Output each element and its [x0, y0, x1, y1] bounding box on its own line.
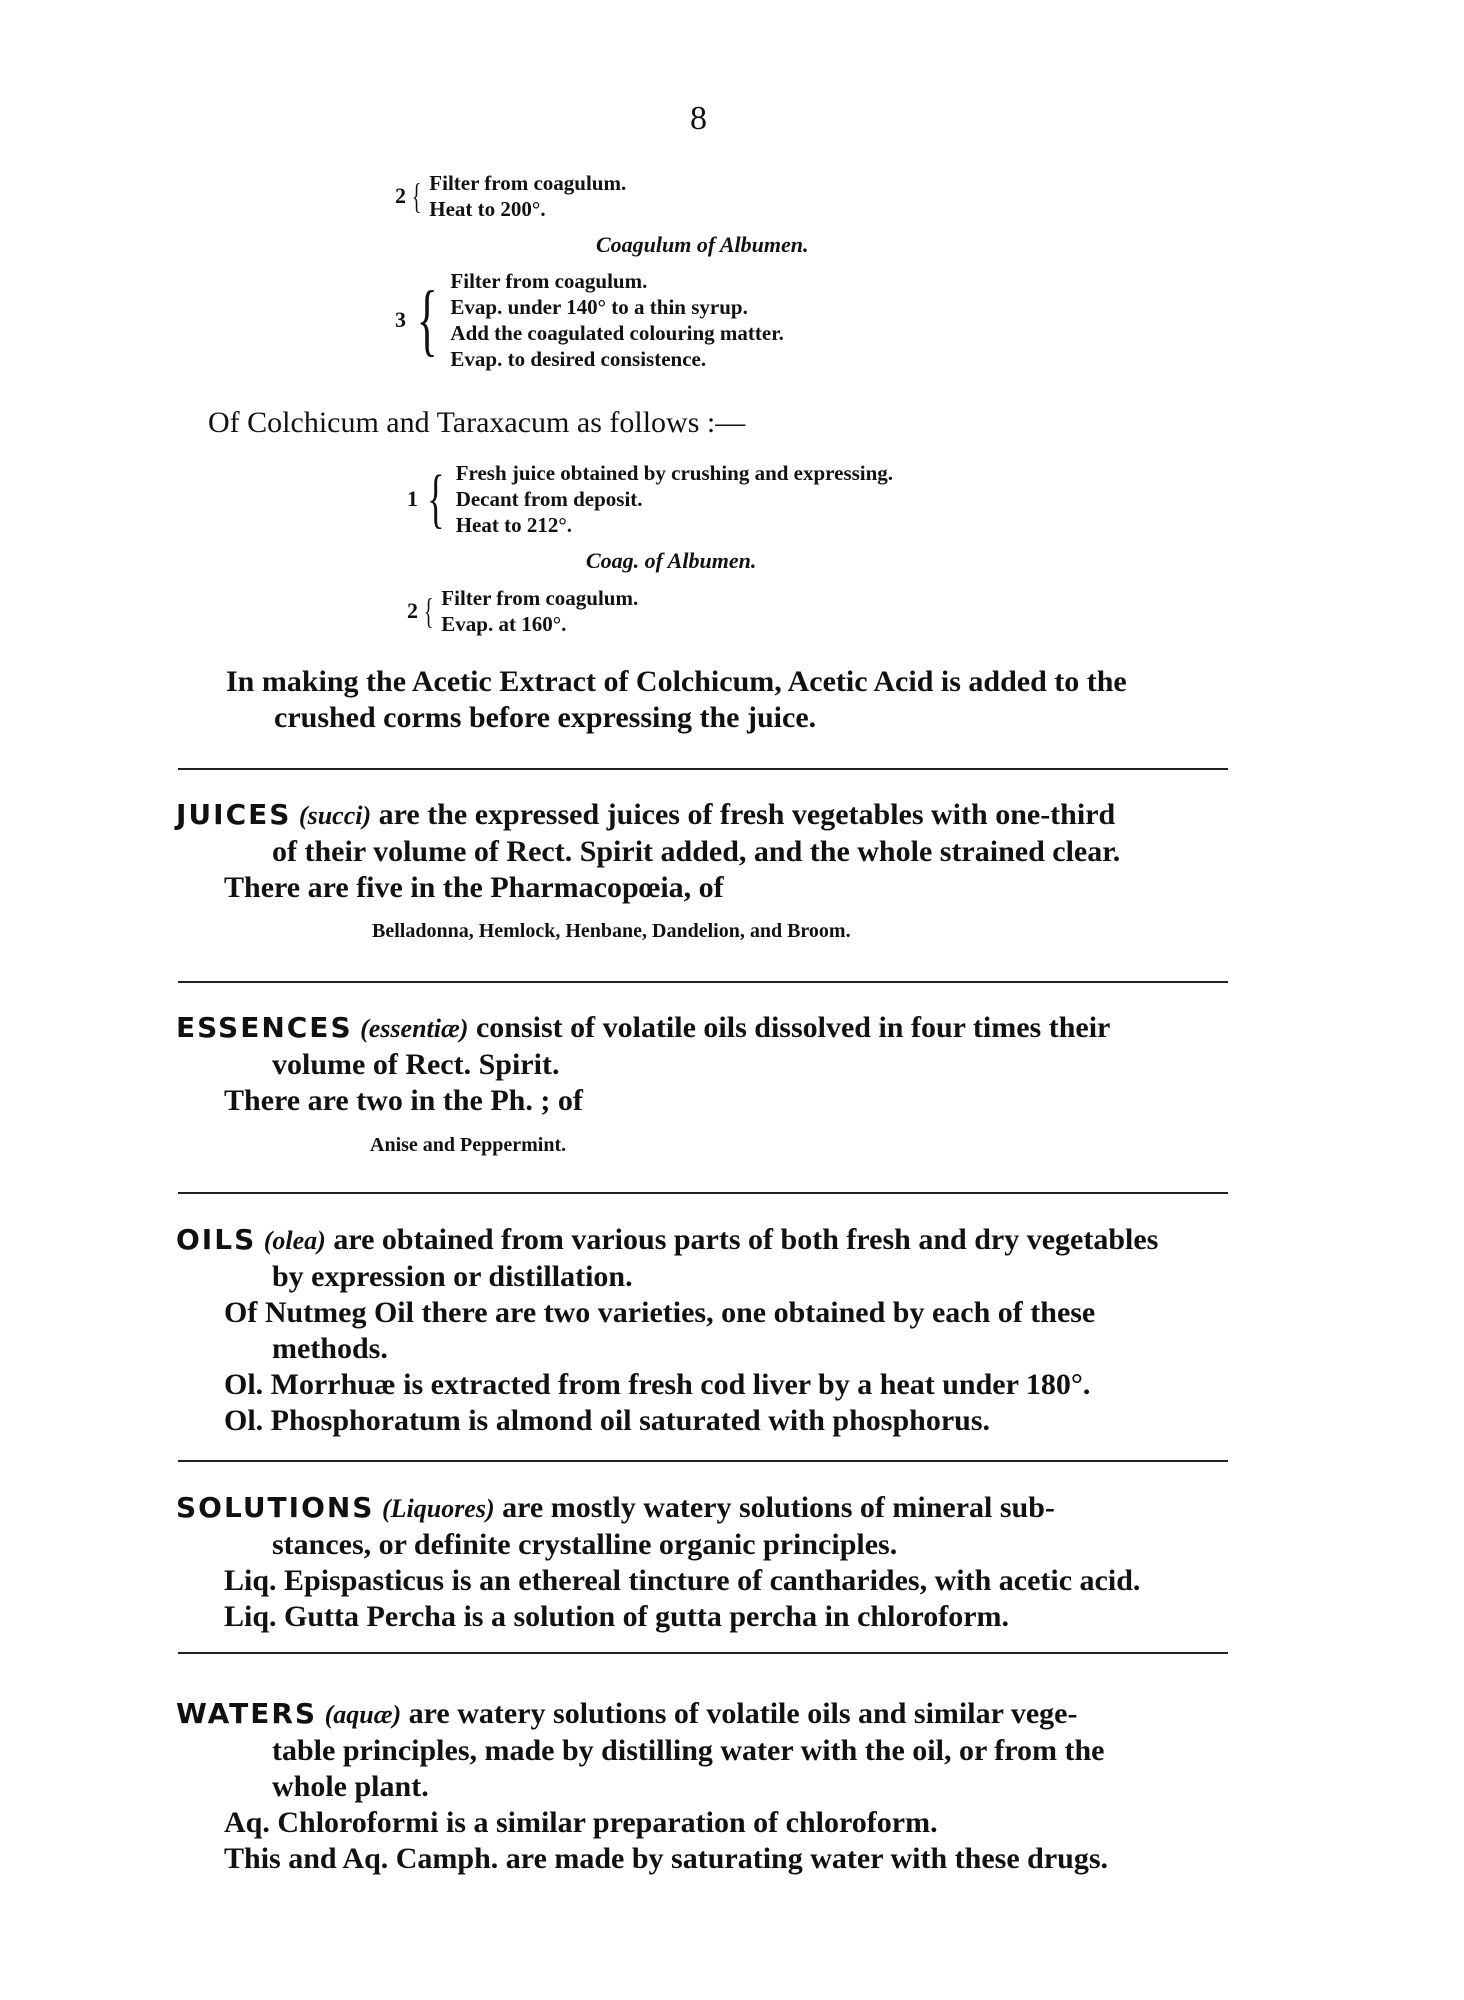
text-line: are the expressed juices of fresh vegetables with one-third — [378, 798, 1116, 831]
step-number: 2 — [395, 183, 406, 208]
juices-section — [176, 797, 1120, 906]
colchicum-step-1 — [404, 460, 893, 538]
step-line: Heat to 200°. — [429, 197, 546, 221]
divider — [178, 981, 1228, 983]
step-line: Decant from deposit. — [455, 487, 643, 511]
page-number: 8 — [690, 100, 707, 137]
brace: { — [416, 276, 438, 364]
brace: { — [411, 176, 422, 216]
step-line: Filter from coagulum. — [441, 586, 639, 610]
brace: { — [427, 462, 445, 535]
text-line: volume of Rect. Spirit. — [272, 1048, 560, 1081]
text-line: Ol. Morrhuæ is extracted from fresh cod liver by a heat under 180°. — [224, 1368, 1091, 1401]
essences-section — [176, 1010, 1110, 1119]
text-line: are obtained from various parts of both fresh and dry vegetables — [333, 1223, 1159, 1256]
latin-term: (aquæ) — [324, 1700, 402, 1729]
text-line: Liq. Gutta Percha is a solution of gutta percha in chloroform. — [224, 1600, 1010, 1633]
section-head: WATERS — [176, 1697, 318, 1730]
acetic-paragraph — [226, 664, 1127, 736]
text-line: Of Nutmeg Oil there are two varieties, one obtained by each of these — [224, 1296, 1096, 1329]
juices-list: Belladonna, Hemlock, Henbane, Dandelion, and Broom. — [372, 920, 851, 942]
step-line: Evap. under 140° to a thin syrup. — [450, 295, 748, 319]
divider — [178, 1192, 1228, 1194]
essences-list: Anise and Peppermint. — [370, 1134, 567, 1156]
section-head: ESSENCES — [176, 1011, 353, 1044]
step-line: Filter from coagulum. — [450, 269, 648, 293]
coagulum-result: Coagulum of Albumen. — [596, 232, 809, 257]
text-line: are mostly watery solutions of mineral sub- — [502, 1491, 1055, 1524]
text-line: crushed corms before expressing the juice. — [274, 701, 817, 734]
text-line: by expression or distillation. — [272, 1260, 633, 1293]
step-line: Evap. to desired consistence. — [450, 347, 707, 371]
colchicum-heading: Of Colchicum and Taraxacum as follows :— — [208, 406, 746, 439]
text-line: There are five in the Pharmacopœia, of — [224, 871, 724, 904]
step-line: Filter from coagulum. — [429, 171, 627, 195]
latin-term: (Liquores) — [381, 1494, 495, 1523]
divider — [178, 1652, 1228, 1654]
text-line: consist of volatile oils dissolved in four times their — [475, 1011, 1111, 1044]
divider — [178, 1460, 1228, 1462]
latin-term: (olea) — [263, 1226, 326, 1255]
text-line: Aq. Chloroformi is a similar preparation of chloroform. — [224, 1806, 938, 1839]
step-line: Heat to 212°. — [455, 513, 572, 537]
text-line: are watery solutions of volatile oils and similar vege- — [408, 1697, 1078, 1730]
text-line: Liq. Epispasticus is an ethereal tincture of cantharides, with acetic acid. — [224, 1564, 1141, 1597]
text-line: This and Aq. Camph. are made by saturating water with these drugs. — [224, 1842, 1108, 1875]
section-head: JUICES — [176, 798, 292, 831]
step-number: 3 — [395, 307, 406, 332]
text-line: of their volume of Rect. Spirit added, and the whole strained clear. — [272, 835, 1121, 868]
step-line: Add the coagulated colouring matter. — [450, 321, 784, 345]
latin-term: (essentiæ) — [360, 1014, 469, 1043]
text-line: table principles, made by distilling water with the oil, or from the — [272, 1734, 1105, 1767]
waters-section — [176, 1696, 1108, 1877]
step-number: 1 — [407, 486, 418, 511]
text-line: whole plant. — [272, 1770, 429, 1803]
step-number: 2 — [407, 598, 418, 623]
step-line: Fresh juice obtained by crushing and expressing. — [455, 461, 894, 485]
text-line: In making the Acetic Extract of Colchicum, Acetic Acid is added to the — [226, 665, 1127, 698]
colchicum-step-2 — [404, 585, 638, 637]
text-line: methods. — [272, 1332, 388, 1365]
section-head: SOLUTIONS — [176, 1491, 375, 1524]
section-head: OILS — [176, 1223, 257, 1256]
divider — [178, 768, 1228, 770]
latin-term: (succi) — [298, 801, 372, 830]
step-line: Evap. at 160°. — [441, 612, 567, 636]
text-line: Ol. Phosphoratum is almond oil saturated with phosphorus. — [224, 1404, 990, 1437]
step-3-block — [392, 268, 784, 372]
text-line: There are two in the Ph. ; of — [224, 1084, 583, 1117]
solutions-section — [176, 1490, 1140, 1635]
brace: { — [423, 591, 434, 631]
coag-result: Coag. of Albumen. — [586, 548, 757, 573]
oils-section — [176, 1222, 1158, 1439]
text-line: stances, or definite crystalline organic principles. — [272, 1528, 898, 1561]
step-2-block — [392, 170, 626, 222]
